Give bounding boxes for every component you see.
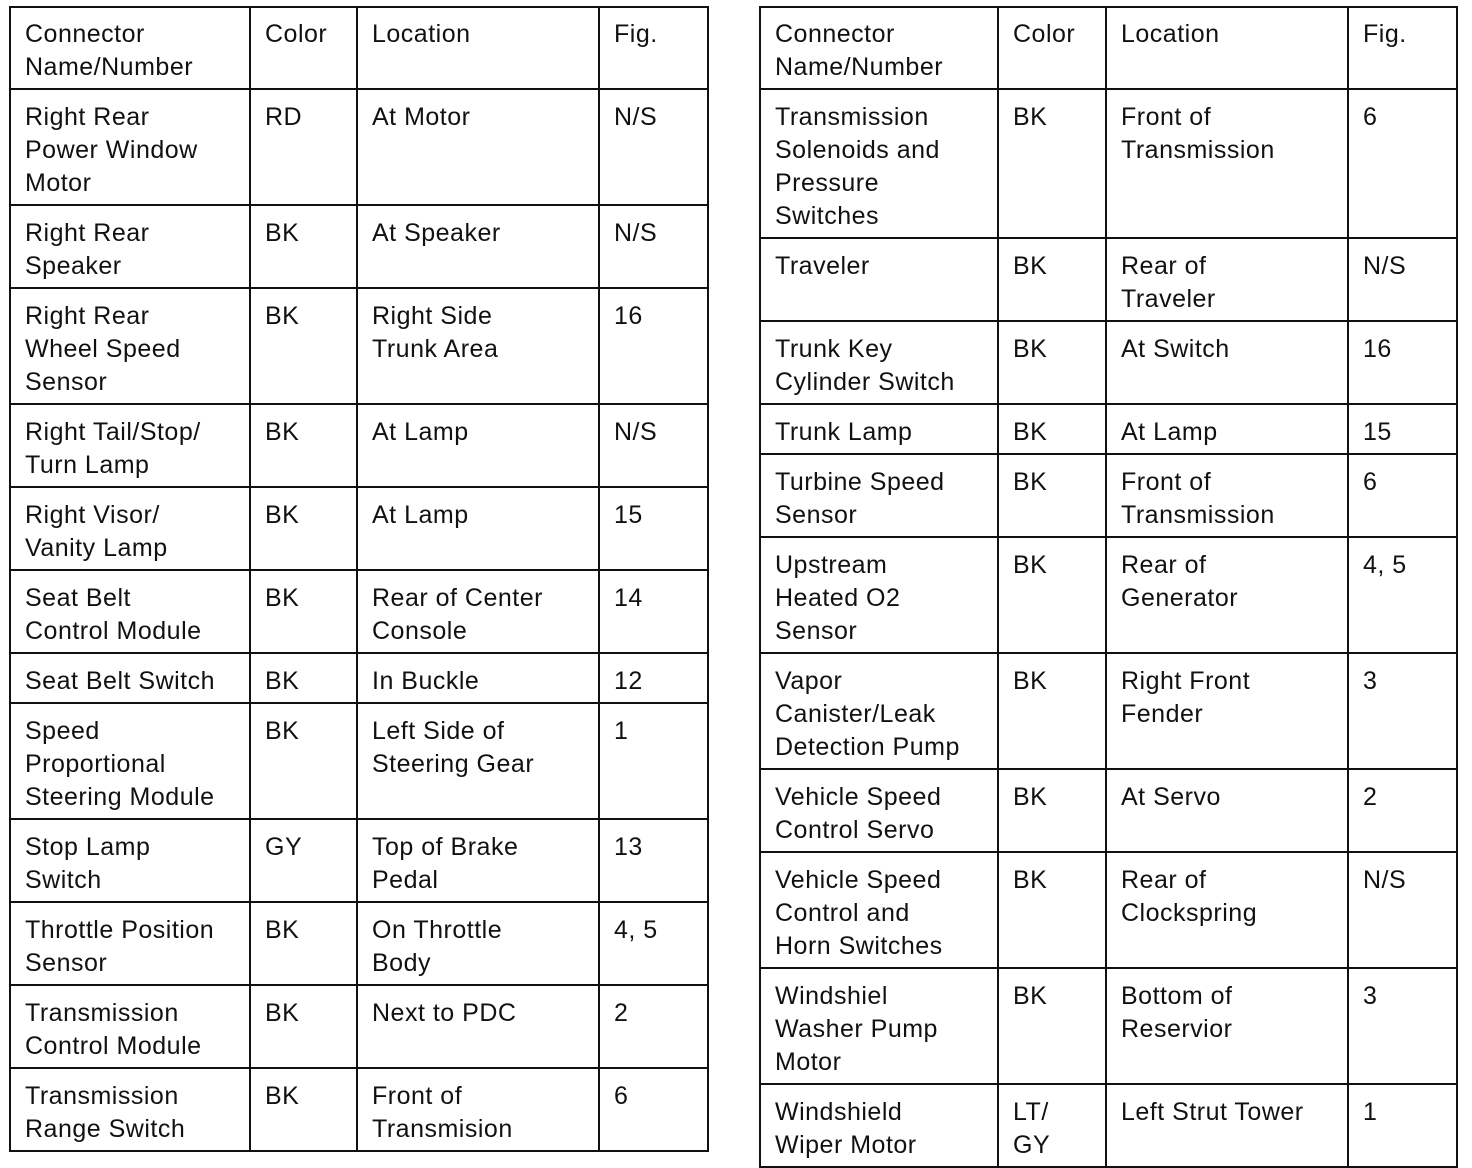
connector-name-cell: Trunk Key Cylinder Switch [760, 321, 998, 404]
location-cell: In Buckle [357, 653, 599, 703]
color-cell: BK [250, 902, 357, 985]
connector-name-cell: Vapor Canister/Leak Detection Pump [760, 653, 998, 769]
color-cell: BK [250, 487, 357, 570]
fig-cell: 3 [1348, 968, 1457, 1084]
color-cell: BK [998, 89, 1106, 238]
connector-table-right [759, 6, 1458, 1168]
location-cell: Right Front Fender [1106, 653, 1348, 769]
connector-name-cell: Throttle Position Sensor [10, 902, 250, 985]
location-cell: Bottom of Reservior [1106, 968, 1348, 1084]
fig-cell: 16 [1348, 321, 1457, 404]
fig-cell: 6 [599, 1068, 708, 1151]
table-row [760, 968, 1457, 1084]
location-cell: At Speaker [357, 205, 599, 288]
location-cell: Next to PDC [357, 985, 599, 1068]
color-cell: BK [998, 404, 1106, 454]
location-cell: Rear of Generator [1106, 537, 1348, 653]
connector-name-cell: Windshiel Washer Pump Motor [760, 968, 998, 1084]
connector-name-cell: Seat Belt Switch [10, 653, 250, 703]
fig-cell: N/S [599, 205, 708, 288]
fig-cell: 15 [1348, 404, 1457, 454]
table-row [760, 404, 1457, 454]
table-row [760, 238, 1457, 321]
color-cell: RD [250, 89, 357, 205]
table-row [760, 852, 1457, 968]
table-row [10, 404, 708, 487]
color-cell: GY [250, 819, 357, 902]
table-row [760, 321, 1457, 404]
location-cell: Rear of Center Console [357, 570, 599, 653]
header-fig: Fig. [599, 7, 708, 89]
location-cell: At Lamp [357, 487, 599, 570]
color-cell: BK [250, 570, 357, 653]
location-cell: Right Side Trunk Area [357, 288, 599, 404]
fig-cell: 1 [1348, 1084, 1457, 1167]
fig-cell: 14 [599, 570, 708, 653]
fig-cell: 3 [1348, 653, 1457, 769]
fig-cell: N/S [599, 89, 708, 205]
table-row [10, 1068, 708, 1151]
connector-name-cell: Transmission Range Switch [10, 1068, 250, 1151]
color-cell: BK [998, 968, 1106, 1084]
table-row [10, 819, 708, 902]
fig-cell: N/S [1348, 852, 1457, 968]
table-row [10, 89, 708, 205]
location-cell: At Servo [1106, 769, 1348, 852]
fig-cell: 12 [599, 653, 708, 703]
location-cell: Rear of Traveler [1106, 238, 1348, 321]
fig-cell: 4, 5 [599, 902, 708, 985]
color-cell: BK [998, 537, 1106, 653]
header-connector: Connector Name/Number [10, 7, 250, 89]
connector-name-cell: Upstream Heated O2 Sensor [760, 537, 998, 653]
header-row [760, 7, 1457, 89]
location-cell: Rear of Clockspring [1106, 852, 1348, 968]
header-color: Color [250, 7, 357, 89]
connector-table-left [9, 6, 709, 1152]
connector-name-cell: Right Tail/Stop/ Turn Lamp [10, 404, 250, 487]
header-fig: Fig. [1348, 7, 1457, 89]
location-cell: Front of Transmission [1106, 454, 1348, 537]
header-location: Location [1106, 7, 1348, 89]
connector-name-cell: Transmission Control Module [10, 985, 250, 1068]
table-row [10, 205, 708, 288]
header-color: Color [998, 7, 1106, 89]
table-row [10, 288, 708, 404]
fig-cell: N/S [1348, 238, 1457, 321]
color-cell: BK [250, 288, 357, 404]
table-row [10, 570, 708, 653]
location-cell: Left Side of Steering Gear [357, 703, 599, 819]
location-cell: At Lamp [1106, 404, 1348, 454]
header-location: Location [357, 7, 599, 89]
connector-name-cell: Vehicle Speed Control Servo [760, 769, 998, 852]
table-row [10, 653, 708, 703]
connector-name-cell: Turbine Speed Sensor [760, 454, 998, 537]
connector-name-cell: Trunk Lamp [760, 404, 998, 454]
connector-name-cell: Transmission Solenoids and Pressure Switches [760, 89, 998, 238]
color-cell: BK [998, 653, 1106, 769]
header-row [10, 7, 708, 89]
color-cell: BK [250, 653, 357, 703]
connector-name-cell: Speed Proportional Steering Module [10, 703, 250, 819]
color-cell: BK [998, 321, 1106, 404]
fig-cell: 16 [599, 288, 708, 404]
color-cell: LT/ GY [998, 1084, 1106, 1167]
table-row [10, 985, 708, 1068]
table-row [10, 902, 708, 985]
table-row [10, 487, 708, 570]
table-row [760, 454, 1457, 537]
fig-cell: 2 [599, 985, 708, 1068]
fig-cell: 15 [599, 487, 708, 570]
connector-name-cell: Right Visor/ Vanity Lamp [10, 487, 250, 570]
color-cell: BK [998, 852, 1106, 968]
color-cell: BK [998, 454, 1106, 537]
connector-name-cell: Windshield Wiper Motor [760, 1084, 998, 1167]
header-connector: Connector Name/Number [760, 7, 998, 89]
color-cell: BK [998, 238, 1106, 321]
connector-name-cell: Vehicle Speed Control and Horn Switches [760, 852, 998, 968]
table-row [760, 537, 1457, 653]
fig-cell: 4, 5 [1348, 537, 1457, 653]
table-row [760, 89, 1457, 238]
table-row [10, 703, 708, 819]
fig-cell: 6 [1348, 89, 1457, 238]
location-cell: Front of Transmission [1106, 89, 1348, 238]
color-cell: BK [250, 985, 357, 1068]
table-row [760, 653, 1457, 769]
fig-cell: 1 [599, 703, 708, 819]
connector-name-cell: Right Rear Wheel Speed Sensor [10, 288, 250, 404]
location-cell: On Throttle Body [357, 902, 599, 985]
connector-name-cell: Seat Belt Control Module [10, 570, 250, 653]
connector-name-cell: Right Rear Speaker [10, 205, 250, 288]
location-cell: At Switch [1106, 321, 1348, 404]
table-row [760, 769, 1457, 852]
color-cell: BK [998, 769, 1106, 852]
table-row [760, 1084, 1457, 1167]
connector-name-cell: Traveler [760, 238, 998, 321]
location-cell: At Lamp [357, 404, 599, 487]
fig-cell: 2 [1348, 769, 1457, 852]
connector-name-cell: Right Rear Power Window Motor [10, 89, 250, 205]
color-cell: BK [250, 703, 357, 819]
color-cell: BK [250, 1068, 357, 1151]
color-cell: BK [250, 404, 357, 487]
color-cell: BK [250, 205, 357, 288]
location-cell: Top of Brake Pedal [357, 819, 599, 902]
fig-cell: 13 [599, 819, 708, 902]
connector-name-cell: Stop Lamp Switch [10, 819, 250, 902]
location-cell: At Motor [357, 89, 599, 205]
location-cell: Left Strut Tower [1106, 1084, 1348, 1167]
fig-cell: N/S [599, 404, 708, 487]
fig-cell: 6 [1348, 454, 1457, 537]
location-cell: Front of Transmision [357, 1068, 599, 1151]
